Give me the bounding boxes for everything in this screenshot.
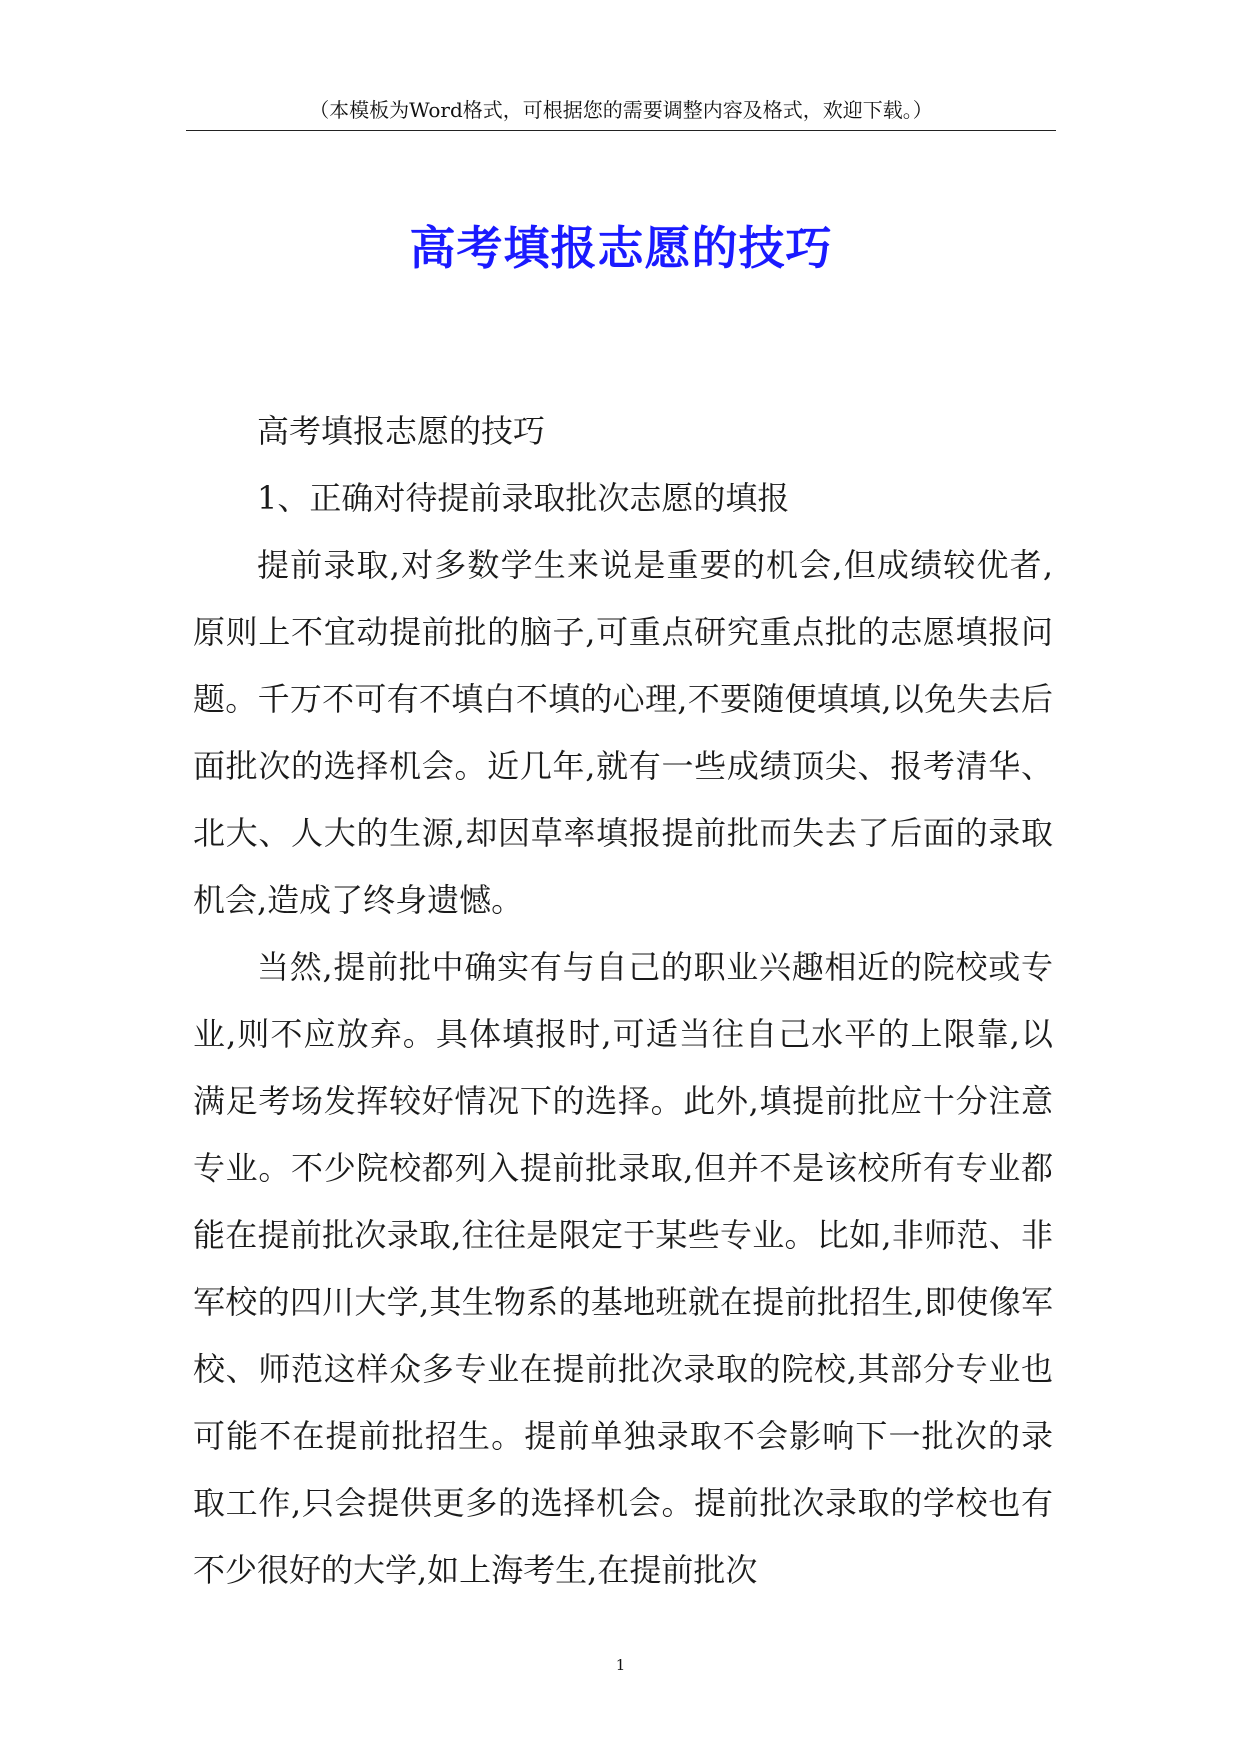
document-title: 高考填报志愿的技巧 <box>409 221 833 275</box>
header-divider <box>186 130 1056 131</box>
body-paragraph-section-heading: 1、正确对待提前录取批次志愿的填报 <box>257 479 790 517</box>
document-body <box>193 398 1053 1604</box>
page-number: 1 <box>615 1656 626 1674</box>
template-header-note: （本模板为Word格式，可根据您的需要调整内容及格式，欢迎下载。） <box>309 98 933 122</box>
body-paragraph: 当然,提前批中确实有与自己的职业兴趣相近的院校或专业,则不应放弃。具体填报时,可适当往自己水平的上限靠,以满足考场发挥较好情况下的选择。此外,填提前批应十分注意专业。不少院校都列入提前批录取,但并不是该校所有专业都能在提前批次录取,往往是限定于某些专业。比如,非师范、非军校的四川大学,其生物系的基地班就在提前批招生,即使像军校、师范这样众多专业在提前批次录取的院校,其部分专业也可能不在提前批招生。提前单独录取不会影响下一批次的录取工作,只会提供更多的选择机会。提前批次录取的学校也有不少很好的大学,如上海考生,在提前批次 <box>193 948 1053 1589</box>
body-paragraph-heading: 高考填报志愿的技巧 <box>257 412 546 450</box>
body-paragraph: 提前录取,对多数学生来说是重要的机会,但成绩较优者,原则上不宜动提前批的脑子,可重点研究重点批的志愿填报问题。千万不可有不填白不填的心理,不要随便填填,以免失去后面批次的选择机会。近几年,就有一些成绩顶尖、报考清华、北大、人大的生源,却因草率填报提前批而失去了后面的录取机会,造成了终身遗憾。 <box>193 546 1053 919</box>
